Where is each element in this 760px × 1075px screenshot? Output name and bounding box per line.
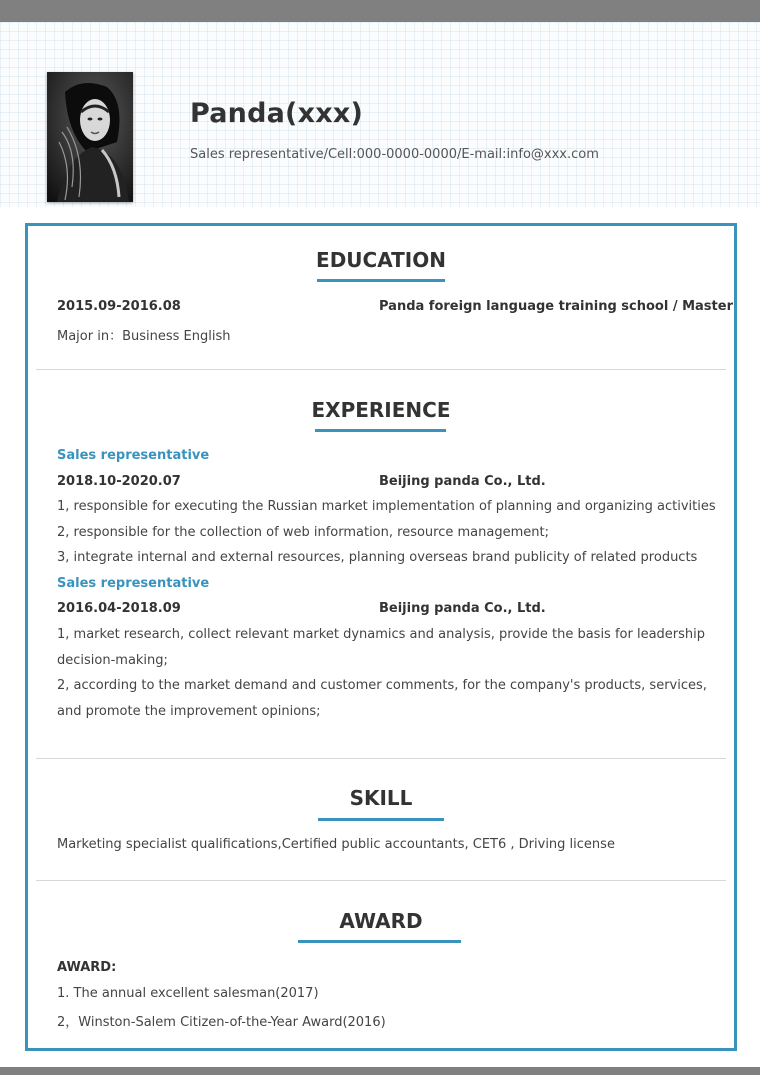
job-company: Beijing panda Co., Ltd. bbox=[379, 474, 546, 489]
job-line: 1, market research, collect relevant market dynamics and analysis, provide the basis for leadership bbox=[57, 627, 706, 642]
section-divider bbox=[36, 758, 726, 759]
education-date: 2015.09-2016.08 bbox=[57, 299, 181, 314]
job-line: 2, according to the market demand and customer comments, for the company's products, services, bbox=[57, 678, 707, 693]
contact-line: Sales representative/Cell:000-0000-0000/E-mail:info@xxx.com bbox=[190, 147, 599, 162]
skill-title-bar bbox=[318, 818, 444, 821]
job-date: 2018.10-2020.07 bbox=[57, 474, 181, 489]
award-label: AWARD: bbox=[57, 960, 117, 975]
experience-title-bar bbox=[315, 429, 446, 432]
award-item: 2，Winston-Salem Citizen-of-the-Year Award(2016) bbox=[57, 1015, 386, 1030]
resume-header bbox=[0, 22, 760, 207]
job-line: 3, integrate internal and external resources, planning overseas brand publicity of related products bbox=[57, 550, 698, 565]
section-divider bbox=[36, 369, 726, 370]
bottom-strip bbox=[0, 1067, 760, 1075]
job-line: 2, responsible for the collection of web information, resource management; bbox=[57, 525, 549, 540]
award-title: AWARD bbox=[339, 909, 423, 933]
award-title-bar bbox=[298, 940, 461, 943]
job-date: 2016.04-2018.09 bbox=[57, 601, 181, 616]
skill-title: SKILL bbox=[349, 786, 413, 810]
candidate-name: Panda(xxx) bbox=[190, 98, 363, 129]
experience-title: EXPERIENCE bbox=[311, 398, 451, 422]
job-role: Sales representative bbox=[57, 576, 210, 591]
resume-body bbox=[25, 223, 737, 1051]
top-strip bbox=[0, 0, 760, 22]
job-line: 1, responsible for executing the Russian market implementation of planning and organizing activities bbox=[57, 499, 716, 514]
job-role: Sales representative bbox=[57, 448, 210, 463]
award-item: 1. The annual excellent salesman(2017) bbox=[57, 986, 319, 1001]
section-divider bbox=[36, 880, 726, 881]
education-school: Panda foreign language training school / Master bbox=[379, 299, 733, 314]
education-title-bar bbox=[317, 279, 445, 282]
job-line: decision-making; bbox=[57, 653, 168, 668]
skill-text: Marketing specialist qualifications,Certified public accountants, CET6 , Driving license bbox=[57, 837, 615, 852]
profile-photo bbox=[47, 72, 133, 202]
job-line: and promote the improvement opinions; bbox=[57, 704, 321, 719]
job-company: Beijing panda Co., Ltd. bbox=[379, 601, 546, 616]
education-title: EDUCATION bbox=[316, 248, 446, 272]
education-major: Major in：Business English bbox=[57, 329, 231, 344]
